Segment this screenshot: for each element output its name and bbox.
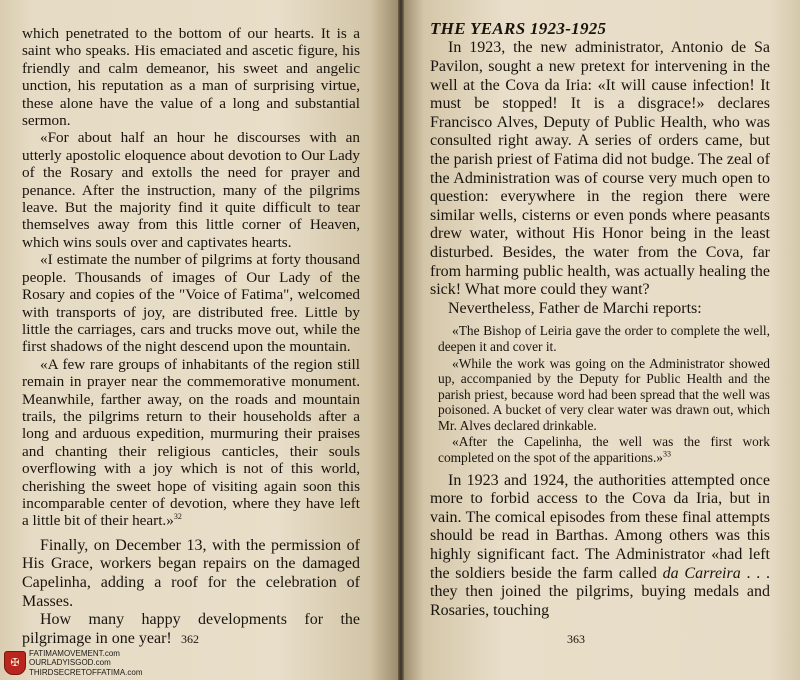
page-number-left: 362	[181, 631, 199, 646]
right-paragraph-1: In 1923, the new administrator, Antonio de Sa Pavilon, sought a new pretext for intervening in the well at the Cova da Iria: «It will cause infection! It must be stopped! It is a disgrace!» declares Francisco Alves, Deputy of Public Health, who was consulted right away. A series of orders came, but the parish priest of Fatima did not budge. The zeal of the Administration was of course very much open to question: everywhere in the region there were similar wells, cisterns or even ponds where peasants drew water, without His Honor being in the least disturbed. Besides, the water from the Cova, far from harming public health, was actually healing the sick! What more could they want?	[430, 39, 770, 299]
watermark-lines	[29, 649, 143, 678]
left-page	[0, 0, 398, 680]
left-paragraph-4-text: «A few rare groups of inhabitants of the region still remain in prayer near the commemorative monument. Meanwhile, farther away, on the roads and mountain trails, the pilgrims return to their households after a long and arduous expedition, murmuring their praises and chanting their religious canticles, their souls overflowing with a joy which is not of this world, cherishing the sweet hope of visiting again soon this incomparable center of devotion, where they have left a little bit of their heart.»	[22, 355, 360, 530]
page-number-right: 363	[567, 631, 585, 646]
watermark-line-3: THIRDSECRETOFFATIMA.com	[29, 667, 143, 677]
quote-1: «The Bishop of Leiria gave the order to complete the well, deepen it and cover it.	[438, 323, 770, 354]
left-paragraph-4	[22, 356, 360, 530]
quote-3-text: «After the Capelinha, the well was the first work completed on the spot of the apparitions.»	[438, 434, 770, 466]
right-paragraph-3-end: . . . they then joined the pilgrims, buying medals and Rosaries, touching	[430, 564, 770, 619]
right-paragraph-3-start: In 1923 and 1924, the authorities attempted once more to forbid access to the Cova da Iria, but in vain. The comical episodes from these final attempts should be read in Barthas. Among others was this highly significant fact. The Administrator «had left the soldiers beside the farm called	[430, 471, 770, 582]
left-paragraph-1: which penetrated to the bottom of our hearts. It is a saint who speaks. His emaciated and ascetic figure, his friendly and calm demeanor, his sweet and angelic unction, his reputation as a man of surprising virtue, these alone have the value of a long and substantial sermon.	[22, 25, 360, 130]
right-paragraph-3-italic: da Carreira	[662, 564, 741, 582]
footnote-ref-33: 33	[663, 449, 671, 459]
left-paragraph-3: «I estimate the number of pilgrims at forty thousand people. Thousands of images of Our Lady of the Rosary and copies of the "Voice of Fatima", welcomed with transports of joy, are distributed free. Little by little the carriages, cars and trucks move out, while the first shadows of the night descend upon the mountain.	[22, 251, 360, 356]
footnote-ref-32: 32	[173, 512, 182, 522]
right-paragraph-3	[430, 472, 770, 621]
left-paragraph-closing: How many happy developments for the pilgrimage in one year!	[22, 611, 360, 647]
right-page	[404, 0, 800, 680]
chapter-title: THE YEARS 1923-1925	[430, 19, 607, 38]
watermark-line-1: FATIMAMOVEMENT.com	[29, 648, 120, 658]
quote-3	[438, 434, 770, 465]
left-paragraph-finally: Finally, on December 13, with the permission of His Grace, workers began repairs on the damaged Capelinha, adding a roof for the celebration of Masses.	[22, 536, 360, 610]
right-paragraph-2: Nevertheless, Father de Marchi reports:	[448, 299, 702, 317]
site-watermark	[4, 649, 143, 678]
watermark-line-2: OURLADYISGOD.com	[29, 658, 111, 667]
left-paragraph-2: «For about half an hour he discourses with an utterly apostolic eloquence about devotion to Our Lady of the Rosary and extolls the need for prayer and penance. After the instruction, many of the pilgrims leave. But the majority find it quite difficult to tear themselves away from this little corner of Heaven, which wins souls over and captivates hearts.	[22, 129, 360, 251]
quote-block	[430, 323, 770, 465]
shield-logo-icon: ✠	[4, 651, 26, 675]
quote-2: «While the work was going on the Administrator showed up, accompanied by the Deputy for Public Health and the parish priest, because word had been spread that the well was poisoned. A bucket of very clear water was drawn out, which Mr. Alves declared drinkable.	[438, 355, 770, 433]
